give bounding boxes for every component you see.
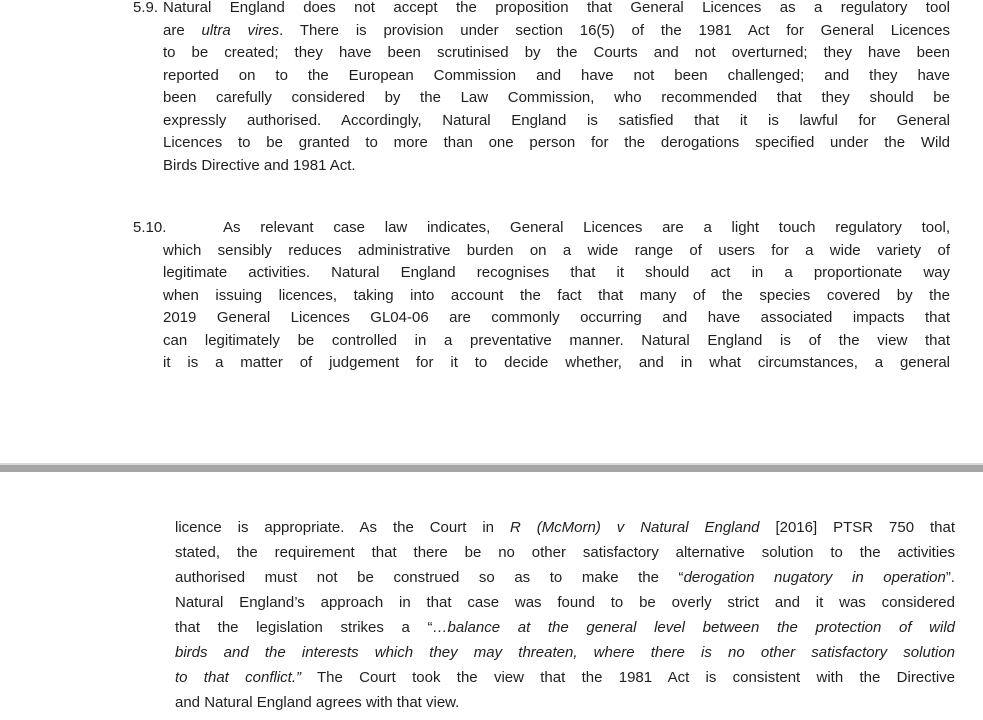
text-line <box>163 155 950 178</box>
text-segment: can legitimately be controlled in a preventative manner. Natural England is of the view that <box>163 331 950 349</box>
text-segment: and Natural England agrees with that view. <box>175 694 460 711</box>
text-line <box>163 0 950 20</box>
text-segment: it is a matter of judgement for it to decide whether, and in what circumstances, a general <box>163 354 950 371</box>
italic-text-segment: to that conflict.” <box>175 669 301 686</box>
text-line <box>163 330 950 353</box>
text-line <box>163 42 950 65</box>
text-line <box>163 132 950 155</box>
text-line <box>163 285 950 308</box>
text-segment: to be created; they have been scrutinised by the Courts and not overturned; they have been <box>163 44 950 61</box>
text-segment: that the legislation strikes a “ <box>175 619 433 636</box>
paragraph-number: 5.10. <box>133 219 167 236</box>
text-line <box>175 615 955 640</box>
text-segment: The Court took the view that the 1981 Act is consistent with the Directive <box>300 669 955 686</box>
text-line <box>175 690 955 715</box>
text-line <box>163 307 950 330</box>
text-segment: Natural England does not accept the proposition that General Licences as a regulatory tool <box>163 0 950 16</box>
italic-text-segment: …balance at the general level between the protection of wild <box>432 619 955 636</box>
text-line <box>163 262 950 285</box>
text-line <box>163 87 950 110</box>
text-segment: ”. <box>945 569 955 586</box>
text-line <box>163 20 950 43</box>
text-segment: 2019 General Licences GL04-06 are commonly occurring and have associated impacts that <box>163 309 950 326</box>
text-segment: expressly authorised. Accordingly, Natural England is satisfied that it is lawful for General <box>163 111 950 129</box>
text-segment: stated, the requirement that there be no other satisfactory alternative solution to the activities <box>175 544 955 561</box>
document-page-2 <box>0 515 983 715</box>
italic-text-segment: birds and the interests which they may threaten, where there is no other satisfactory solution <box>175 644 955 661</box>
text-segment: As relevant case law indicates, General Licences are a light touch regulatory tool, <box>223 219 950 236</box>
text-line <box>163 217 950 240</box>
text-line <box>163 110 950 133</box>
text-line <box>175 665 955 690</box>
text-segment: legitimate activities. Natural England recognises that it should act in a proportionate way <box>163 264 950 281</box>
paragraph <box>133 217 950 375</box>
text-segment: Natural England’s approach in that case was found to be overly strict and it was considered <box>175 594 955 611</box>
italic-text-segment: ultra vires <box>201 21 280 39</box>
text-segment: Licences to be granted to more than one person for the derogations specified under the Wild <box>163 134 950 151</box>
text-line <box>163 65 950 88</box>
text-segment: are <box>163 21 202 39</box>
text-segment: licence is appropriate. As the Court in <box>175 519 510 536</box>
text-segment: authorised must not be construed so as to make the “ <box>175 569 684 586</box>
text-segment: reported on to the European Commission and have not been challenged; and they have <box>163 66 950 84</box>
text-segment: been carefully considered by the Law Commission, who recommended that they should be <box>163 89 950 106</box>
paragraph-number: 5.9. <box>133 0 159 16</box>
text-segment: when issuing licences, taking into account the fact that many of the species covered by the <box>163 286 950 304</box>
text-line <box>175 565 955 590</box>
text-line <box>163 352 950 375</box>
italic-text-segment: R (McMorn) v Natural England <box>509 519 760 536</box>
page-break-divider-bar <box>0 465 983 472</box>
italic-text-segment: derogation nugatory in operation <box>683 569 946 586</box>
text-line <box>175 640 955 665</box>
text-segment: Birds Directive and 1981 Act. <box>163 156 356 174</box>
paragraph <box>175 515 955 715</box>
page-break-divider <box>0 463 983 472</box>
text-line <box>163 240 950 263</box>
paragraph <box>133 0 950 177</box>
text-segment: [2016] PTSR 750 that <box>759 519 955 536</box>
text-line <box>175 540 955 565</box>
text-line <box>175 515 955 540</box>
text-segment: . There is provision under section 16(5) of the 1981 Act for General Licences <box>279 21 950 39</box>
text-line <box>175 590 955 615</box>
text-segment: which sensibly reduces administrative burden on a wide range of users for a wide variety of <box>163 241 950 259</box>
